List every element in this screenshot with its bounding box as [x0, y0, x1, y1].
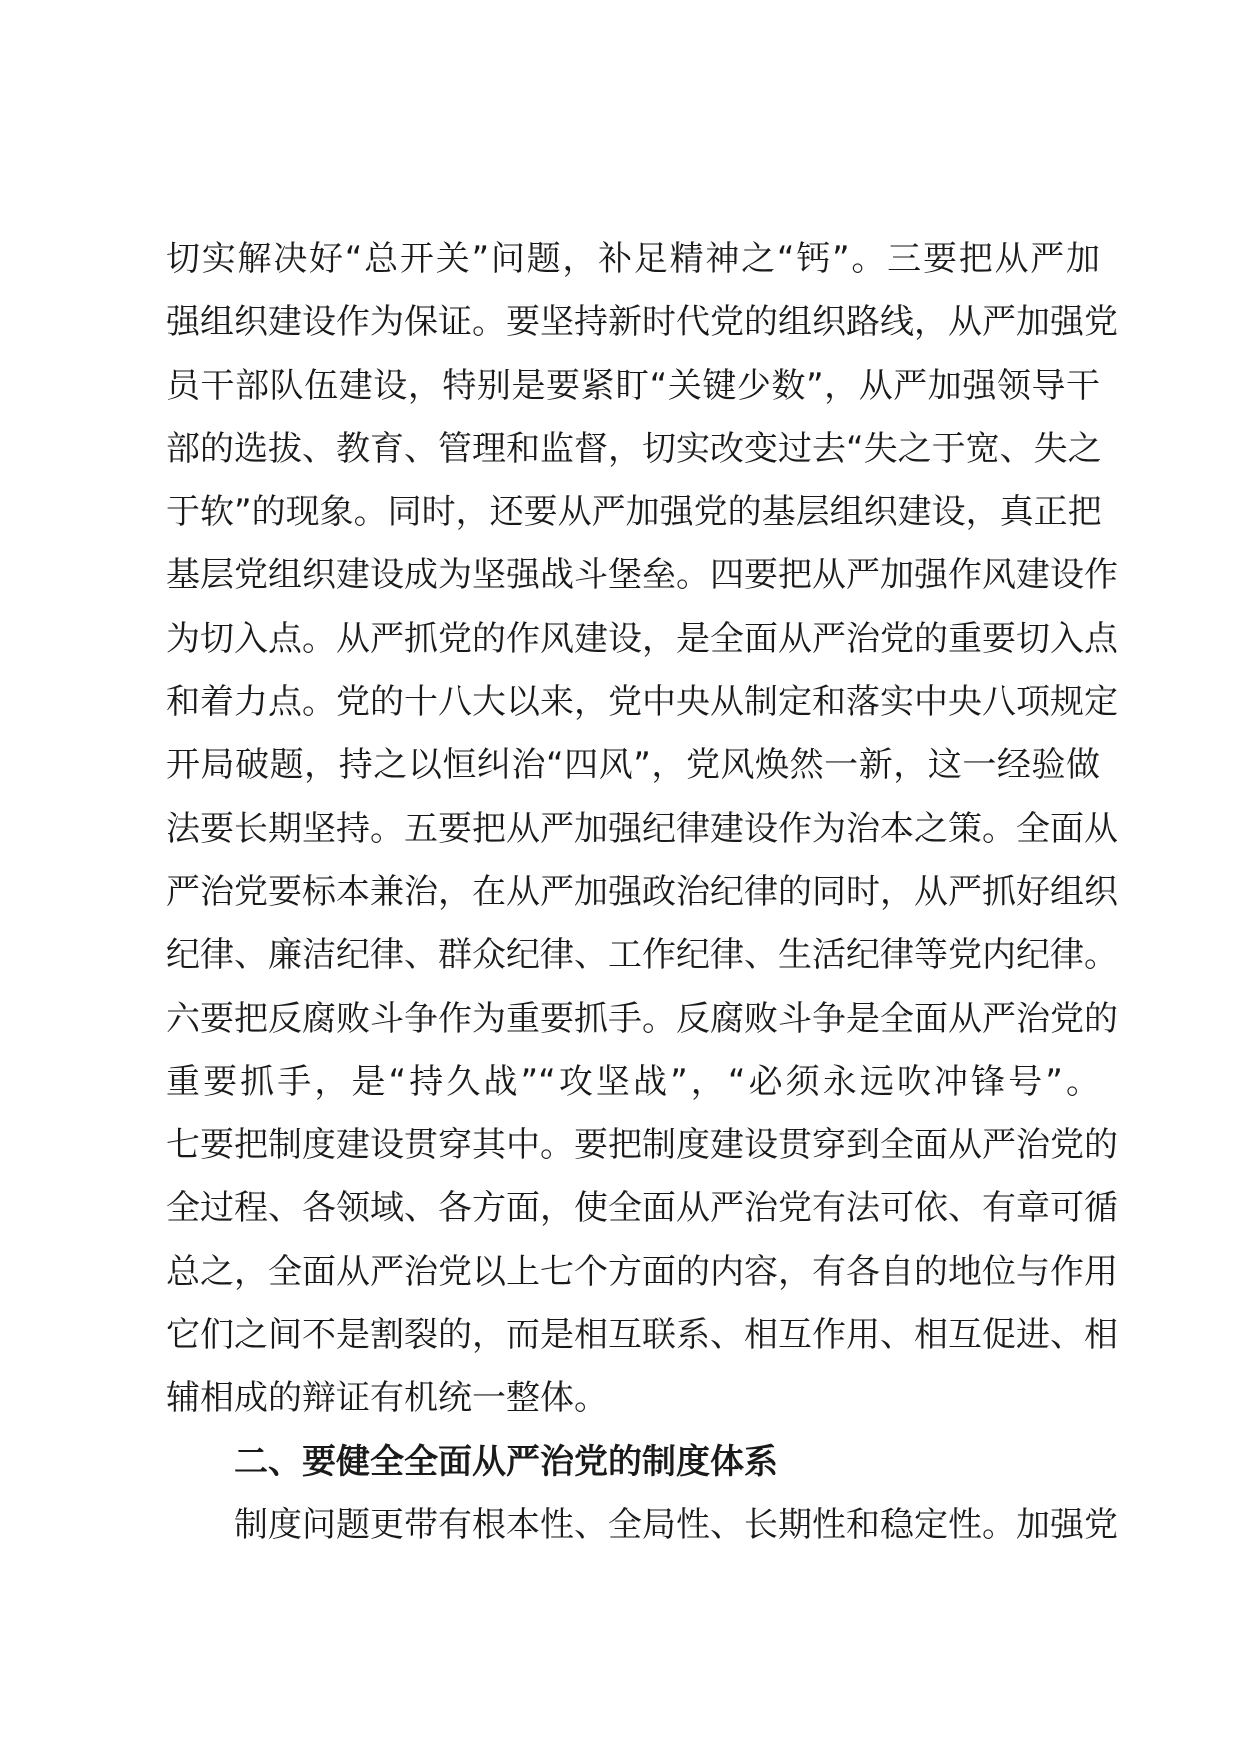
text-line: 纪律、廉洁纪律、群众纪律、工作纪律、生活纪律等党内纪律。 — [166, 935, 1118, 976]
text-line: 全过程、各领域、各方面，使全面从严治党有法可依、有章可循 — [166, 1188, 1118, 1229]
text-line: 强组织建设作为保证。要坚持新时代党的组织路线，从严加强党 — [166, 302, 1118, 343]
text-line: 六要把反腐败斗争作为重要抓手。反腐败斗争是全面从严治党的 — [166, 998, 1118, 1039]
text-line: 它们之间不是割裂的，而是相互联系、相互作用、相互促进、相 — [166, 1315, 1118, 1356]
text-line: 总之，全面从严治党以上七个方面的内容，有各自的地位与作用 — [166, 1251, 1118, 1292]
section-heading: 二、要健全全面从严治党的制度体系 — [234, 1441, 778, 1482]
text-line: 切实解决好“总开关”问题，补足精神之“钙”。三要把从严加 — [166, 239, 1100, 279]
body-text — [166, 228, 1118, 1557]
text-line: 辅相成的辩证有机统一整体。 — [166, 1378, 608, 1419]
paragraph-first-line: 制度问题更带有根本性、全局性、长期性和稳定性。加强党 — [234, 1504, 1118, 1545]
text-line: 七要把制度建设贯穿其中。要把制度建设贯穿到全面从严治党的 — [166, 1125, 1118, 1166]
text-line: 于软”的现象。同时，还要从严加强党的基层组织建设，真正把 — [166, 492, 1102, 533]
text-line: 严治党要标本兼治，在从严加强政治纪律的同时，从严抓好组织 — [166, 871, 1118, 912]
text-line: 为切入点。从严抓党的作风建设，是全面从严治党的重要切入点 — [166, 618, 1118, 659]
text-line: 法要长期坚持。五要把从严加强纪律建设作为治本之策。全面从 — [166, 808, 1118, 849]
text-line: 和着力点。党的十八大以来，党中央从制定和落实中央八项规定 — [166, 682, 1118, 723]
text-line: 部的选拔、教育、管理和监督，切实改变过去“失之于宽、失之 — [166, 428, 1102, 469]
text-line: 员干部队伍建设，特别是要紧盯“关键少数”，从严加强领导干 — [166, 365, 1100, 406]
text-line: 开局破题，持之以恒纠治“四风”，党风焕然一新，这一经验做 — [166, 745, 1100, 786]
text-line: 基层党组织建设成为坚强战斗堡垒。四要把从严加强作风建设作 — [166, 555, 1118, 596]
text-line: 重要抓手，是“持久战”“攻坚战”，“必须永远吹冲锋号”。 — [166, 1061, 1100, 1102]
